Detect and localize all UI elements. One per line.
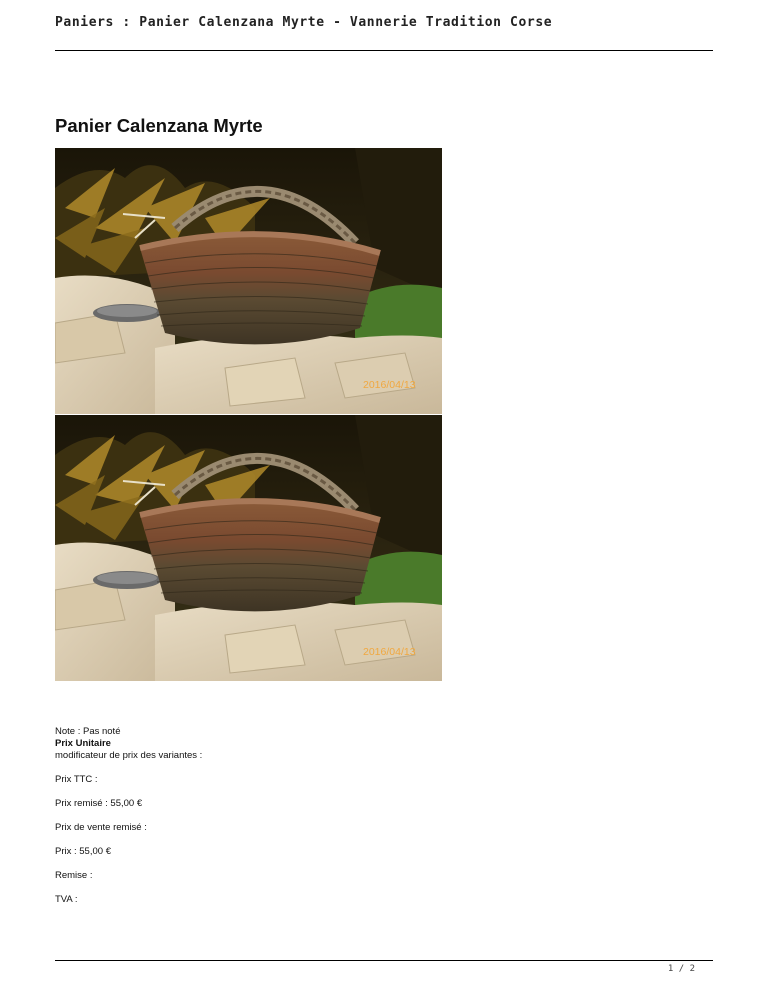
header-divider (55, 50, 713, 51)
product-photo-1 (55, 148, 442, 414)
rating-text: Note : Pas noté (55, 726, 121, 737)
page-number: 1 / 2 (667, 964, 695, 974)
product-info (55, 726, 202, 906)
photo-date-stamp: 2016/04/13 (363, 646, 416, 658)
discounted-sale-price: Prix de vente remisé : (55, 822, 147, 833)
document-header-title: Paniers : Panier Calenzana Myrte - Vannerie Tradition Corse (55, 15, 553, 30)
discount: Remise : (55, 870, 93, 881)
product-title: Panier Calenzana Myrte (55, 115, 263, 136)
price-ttc: Prix TTC : (55, 774, 98, 785)
discounted-price: Prix remisé : 55,00 € (55, 798, 143, 809)
vat: TVA : (55, 894, 78, 905)
basket-photo-illustration (55, 415, 442, 681)
price: Prix : 55,00 € (55, 846, 111, 857)
product-photo-2 (55, 415, 442, 681)
basket-photo-illustration (55, 148, 442, 414)
variant-price-modifier: modificateur de prix des variantes : (55, 750, 203, 761)
unit-price-heading: Prix Unitaire (55, 738, 111, 749)
photo-date-stamp: 2016/04/13 (363, 379, 416, 391)
footer-divider (55, 960, 713, 961)
